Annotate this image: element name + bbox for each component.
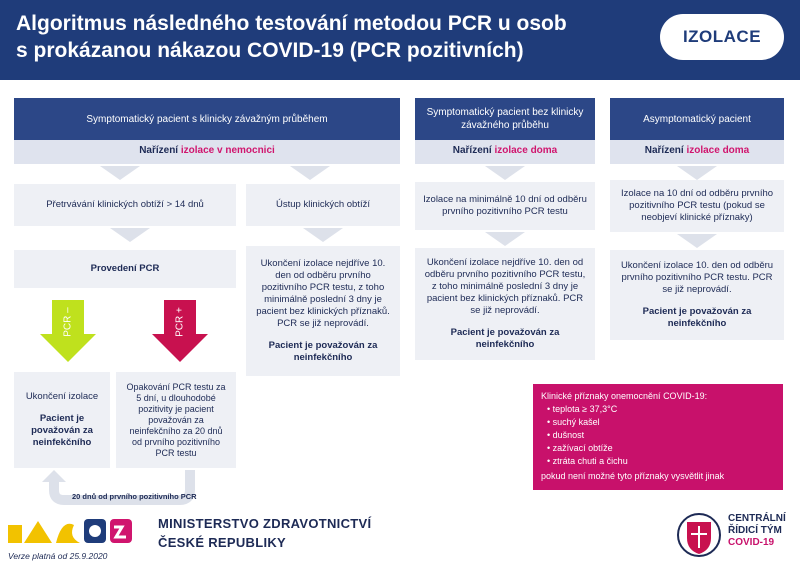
col1-recede-detail — [246, 246, 400, 376]
symptoms-title: Klinické příznaky onemocnění COVID-19: — [541, 391, 708, 401]
col1-order — [14, 140, 400, 164]
crt-line-3: COVID-19 — [728, 537, 775, 548]
col1-repeat-text: Opakování PCR testu za 5 dní, u dlouhodobé pozitivity je pacient považován za neinfekčního za 20 dnů od prvního pozitivního PCR testu — [126, 381, 226, 458]
symptoms-foot: pokud není možné tyto příznaky vysvětlit jinak — [541, 471, 725, 481]
title-line-2: s prokázanou nákazou COVID-19 (PCR pozitivních) — [16, 39, 524, 62]
col1-pcr-text: Provedení PCR — [90, 263, 160, 274]
col3-order-prefix: Nařízení — [644, 145, 687, 156]
col2-status: Pacient je považován za neinfekčního — [450, 327, 560, 350]
symptom-item: • suchý kašel — [547, 416, 775, 429]
ministry-logo-icon — [8, 515, 134, 547]
col2-order — [415, 140, 595, 164]
arrow-down-icon — [485, 232, 525, 246]
col1-recede-detail-text: Ukončení izolace nejdříve 10. den od odběru prvního pozitivního PCR testu, z toho minimálně poslední 3 dny je pacient bez klinických příznaků. PCR se již neprovádí. — [256, 258, 390, 329]
col1-recede-box — [246, 184, 400, 226]
isolation-badge: IZOLACE — [660, 14, 784, 60]
pcr-negative-arrow-icon — [40, 300, 96, 362]
col1-head: Symptomatický pacient s klinicky závažným průběhem — [14, 98, 400, 140]
arrow-down-icon — [100, 166, 140, 180]
symptom-item: • ztráta chuti a čichu — [547, 455, 775, 468]
col2-box2 — [415, 248, 595, 360]
symptoms-list — [541, 403, 775, 468]
arrow-down-icon — [303, 228, 343, 242]
col3-head: Asymptomatický pacient — [610, 98, 784, 140]
col3-box1 — [610, 180, 784, 232]
page-title — [16, 10, 616, 64]
col3-box2-text: Ukončení izolace 10. den od odběru prvního pozitivního PCR testu. PCR se již neprovádí. — [620, 260, 774, 295]
col2-order-prefix: Nařízení — [452, 145, 495, 156]
arrow-down-icon — [677, 166, 717, 180]
crest-icon — [676, 508, 722, 562]
col1-order-place: izolace v nemocnici — [180, 145, 275, 156]
col1-pcr-box — [14, 250, 236, 288]
crt-line-2: ŘÍDICÍ TÝM — [728, 525, 782, 536]
arrow-down-icon — [677, 234, 717, 248]
arrow-down-icon — [110, 228, 150, 242]
ministry-line-1: MINISTERSTVO ZDRAVOTNICTVÍ — [158, 516, 372, 531]
symptom-item: • teplota ≥ 37,3°C — [547, 403, 775, 416]
col1-end-box — [14, 372, 110, 468]
col1-persist-text: Přetrvávání klinických obtíží > 14 dnů — [46, 199, 204, 210]
pcr-negative-label: PCR – — [62, 307, 74, 337]
col1-order-prefix: Nařízení — [139, 145, 181, 156]
ministry-line-2: ČESKÉ REPUBLIKY — [158, 535, 287, 550]
symptom-item: • zažívací obtíže — [547, 442, 775, 455]
col3-box1-text: Izolace na 10 dní od odběru prvního pozitivního PCR testu (pokud se neobjeví klinické příznaky) — [620, 188, 774, 223]
col2-box1-text: Izolace na minimálně 10 dní od odběru prvního pozitivního PCR testu — [423, 194, 587, 217]
version-note: Verze platná od 25.9.2020 — [8, 551, 108, 561]
symptom-item: • dušnost — [547, 429, 775, 442]
pcr-positive-arrow-icon — [152, 300, 208, 362]
col1-end-title: Ukončení izolace — [25, 391, 99, 402]
col1-recede-status: Pacient je považován za neinfekčního — [268, 340, 378, 363]
col1-repeat-box — [116, 372, 236, 468]
col2-order-place: izolace doma — [494, 145, 558, 156]
col1-persist-box — [14, 184, 236, 226]
central-team-label — [728, 513, 786, 549]
col1-end-status: Pacient je považován za neinfekčního — [31, 413, 93, 448]
col3-box2 — [610, 250, 784, 340]
crt-line-1: CENTRÁLNÍ — [728, 513, 786, 524]
arrow-down-icon — [290, 166, 330, 180]
pcr-positive-label: PCR + — [174, 307, 186, 337]
symptoms-panel — [533, 384, 783, 490]
col3-status: Pacient je považován za neinfekčního — [642, 306, 752, 329]
arrow-down-icon — [485, 166, 525, 180]
loop-label: 20 dnů od prvního pozitivního PCR — [72, 492, 197, 501]
col2-box2-text: Ukončení izolace nejdříve 10. den od odběru prvního pozitivního PCR testu, z toho minimálně poslední 3 dny je pacient bez klinických příznaků. PCR se již neprovádí. — [424, 257, 586, 316]
col3-order — [610, 140, 784, 164]
col1-recede-text: Ústup klinických obtíží — [276, 199, 370, 210]
col2-box1 — [415, 182, 595, 230]
ministry-name — [158, 514, 371, 552]
title-line-1: Algoritmus následného testování metodou PCR u osob — [16, 12, 567, 35]
col3-order-place: izolace doma — [686, 145, 750, 156]
col2-head: Symptomatický pacient bez klinicky závažného průběhu — [415, 98, 595, 140]
